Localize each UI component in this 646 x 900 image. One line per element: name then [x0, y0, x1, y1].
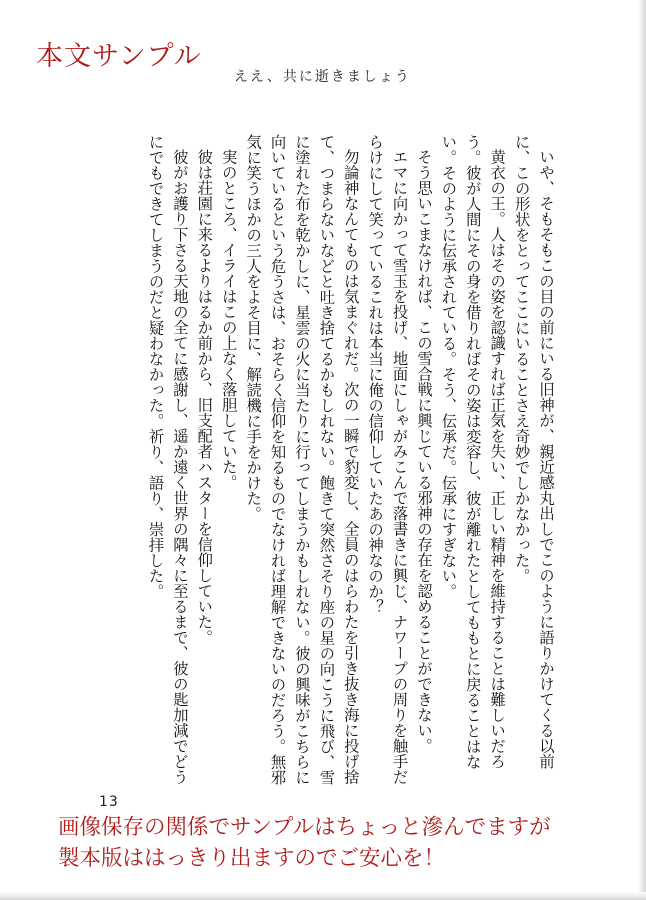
paragraph: いや、そもそもこの目の前にいる旧神が、親近感丸出しでこのように語りかけてくる以前に、この形状をとってここにいることさえ奇妙でしかなかった。 — [512, 134, 555, 770]
page-edge-shadow-bottom — [0, 892, 646, 900]
paragraph: 彼は荘園に来るよりはるか前から、旧支配者ハスターを信仰していた。 — [195, 149, 214, 646]
paragraph: エマに向かって雪玉を投げ、地面にしゃがみこんで落書きに興じ、ナワープの周りを触手だらけにして笑っているこれは本当に俺の信仰していたあの神なのか？ — [366, 134, 409, 785]
paragraph: 彼がお護り下さる天地の全てに感謝し、遥か遠く世界の隅々に至るまで、彼の匙加減でどうにでもできてしまうのだと疑わなかった。祈り、語り、崇拝した。 — [146, 134, 189, 785]
page-number: 13 — [99, 794, 119, 810]
chapter-title: ええ、共に逝きましょう — [234, 69, 411, 85]
notice-line: 製本版ははっきり出ますのでご安心を！ — [58, 846, 446, 871]
paragraph: 黄衣の王。人はその姿を認識すれば正気を失い、正しい精神を維持することは難しいだろう。彼が人間にその身を借りればその姿は変容し、彼が離れたとしてももとに戻ることはない。そのように伝承されている。そう、伝承だ。伝承にすぎない。 — [439, 134, 507, 770]
paragraph: 勿論神なんてものは気まぐれだ。次の一瞬で豹変し、全員のはらわたを引き抜き海に投げ捨て、つまらないなどと吐き捨てるかもしれない。飽きて突然さそり座の星の向こうに飛び、雪に塗れた布を乾かしに、星雲の火に当たりに行ってしまうかもしれない。彼の興味がこちらに向いているという危うさは、おそらく信仰を知るものでなければ理解できないのだろう。無邪気に笑うほかの三人をよそ目に、解読機に手をかけた。 — [244, 134, 360, 785]
sample-label: 本文サンプル — [36, 41, 202, 72]
paragraph: 実のところ、イライはこの上なく落胆していた。 — [219, 149, 238, 491]
sample-notice — [58, 812, 551, 874]
notice-line: 画像保存の関係でサンプルはちょっと滲んでますが — [58, 815, 551, 840]
paragraph: そう思いこまなければ、この雪合戦に興じている邪神の存在を認めることができない。 — [414, 149, 433, 754]
page-edge-shadow-right — [638, 0, 646, 900]
body-text — [112, 134, 558, 786]
